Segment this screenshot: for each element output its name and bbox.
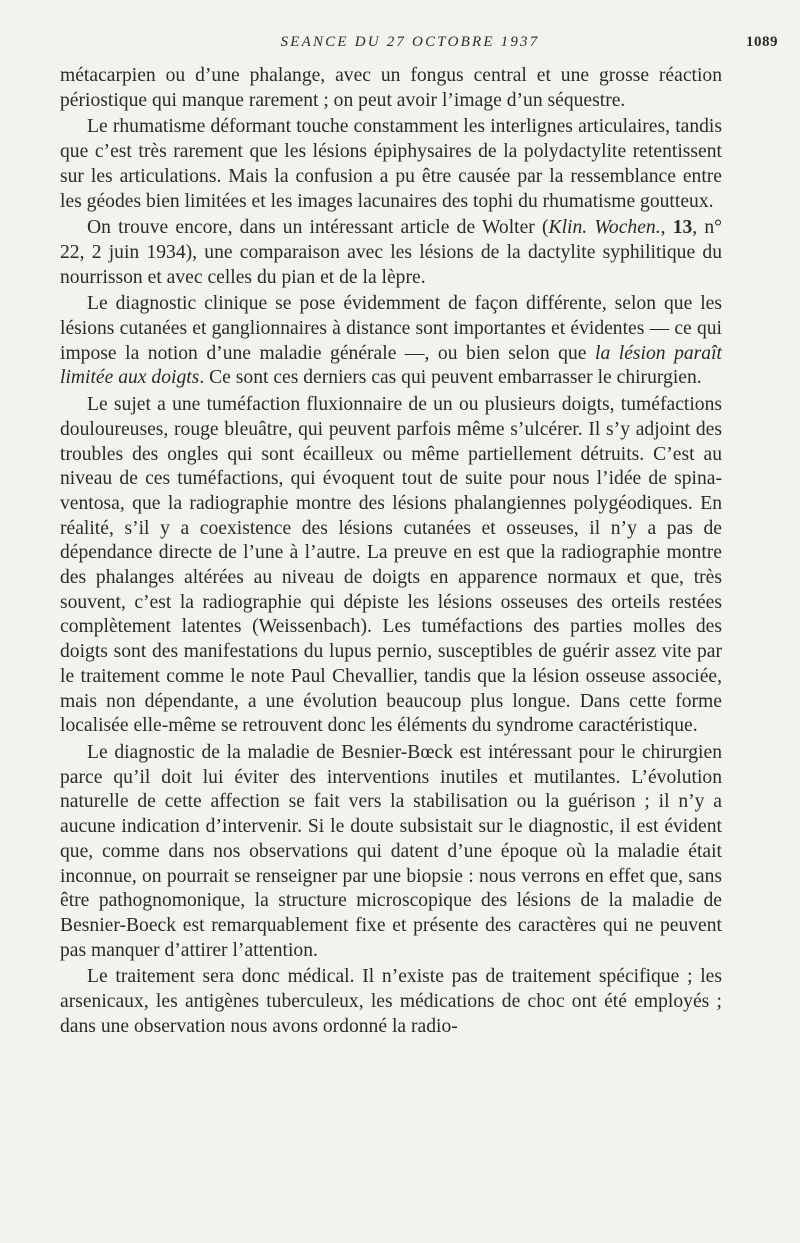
paragraph-7: Le traitement sera donc médical. Il n’existe pas de traitement spécifique ; les arsenicaux, les antigènes tuberculeux, les médications de choc ont été employés ; dans une observation nous avons ordonné la radio- — [60, 966, 722, 1037]
paragraph-4-emphasis: la lésion paraît limitée aux doigts — [60, 342, 722, 389]
journal-volume: 13 — [672, 217, 693, 239]
running-title: SEANCE DU 27 OCTOBRE 1937 — [280, 34, 540, 50]
journal-title: Klin. Wochen. — [548, 217, 661, 239]
paragraph-3-text-a: On trouve encore, dans un intéressant article de Wolter ( — [87, 217, 549, 239]
paragraph-6: Le diagnostic de la maladie de Besnier-Bœck est intéressant pour le chirurgien parce qu’il doit lui éviter des interventions inutiles et mutilantes. L’évolution naturelle de cette affection se fait vers la stabilisation ou la guérison ; il n’y a aucune indication d’intervenir. Si le doute subsistait sur le diagnostic, il est évident que, comme dans nos observations qui datent d’une époque où la maladie était inconnue, on pourrait se renseigner par une biopsie : nous verrons en effet que, sans être pathognomonique, la structure microscopique des lésions de la maladie de Besnier-Boeck est remarquablement fixe et présente des caractères qui ne peuvent pas manquer d’attirer l’attention. — [60, 741, 722, 961]
paragraph-4-text-b: . Ce sont ces derniers cas qui peuvent embarrasser le chirurgien. — [199, 367, 702, 389]
paragraph-1: métacarpien ou d’une phalange, avec un fongus central et une grosse réaction périostique qui manque rarement ; on peut avoir l’image d’un séquestre. — [60, 65, 722, 111]
paragraph-3-text-c: , n° 22, 2 juin 1934), une comparaison avec les lésions de la dactylite syphilitique du nourrisson et avec celles du pian et de la lèpre. — [60, 217, 722, 288]
paragraph-3-text-b: , — [660, 217, 673, 239]
running-head — [60, 34, 778, 64]
page-number: 1089 — [746, 34, 778, 50]
paragraph-4-text-a: Le diagnostic clinique se pose évidemment de façon différente, selon que les lésions cutanées et ganglionnaires à distance sont importantes et évidentes — ce qui impose la notion d’une maladie générale —, ou bien selon que — [60, 293, 722, 364]
paragraph-5: Le sujet a une tuméfaction fluxionnaire de un ou plusieurs doigts, tuméfactions douloureuses, rouge bleuâtre, qui peuvent parfois même s’ulcérer. Il s’y adjoint des troubles des ongles qui sont écailleux ou même partiellement détruits. C’est au niveau de ces tuméfactions, qui évoquent tout de suite pour nous l’idée de spina-ventosa, que la radiographie montre des lésions phalangiennes polygéodiques. En réalité, s’il y a coexistence des lésions cutanées et osseuses, il n’y a pas de dépendance directe de l’une à l’autre. La preuve en est que la radiographie montre des phalanges altérées au niveau de doigts en apparence normaux et que, très souvent, c’est la radiographie qui dépiste les lésions osseuses des orteils restées complètement latentes (Weissenbach). Les tuméfactions des parties molles des doigts sont des manifestations du lupus pernio, susceptibles de guérir assez vite par le traitement comme le note Paul Chevallier, tandis que la lésion osseuse associée, mais non dépendante, a une évolution beaucoup plus longue. Dans cette forme localisée elle-même se retrouvent donc les éléments du syndrome caractéristique. — [60, 394, 722, 737]
body-text — [60, 64, 722, 1039]
paragraph-4 — [60, 292, 722, 391]
paragraph-3 — [60, 216, 722, 290]
paragraph-2: Le rhumatisme déformant touche constamment les interlignes articulaires, tandis que c’est très rarement que les lésions épiphysaires de la polydactylite retentissent sur les articulations. Mais la confusion a pu être causée par la ressemblance entre les géodes bien limitées et les images lacunaires des tophi du rhumatisme goutteux. — [60, 116, 722, 212]
